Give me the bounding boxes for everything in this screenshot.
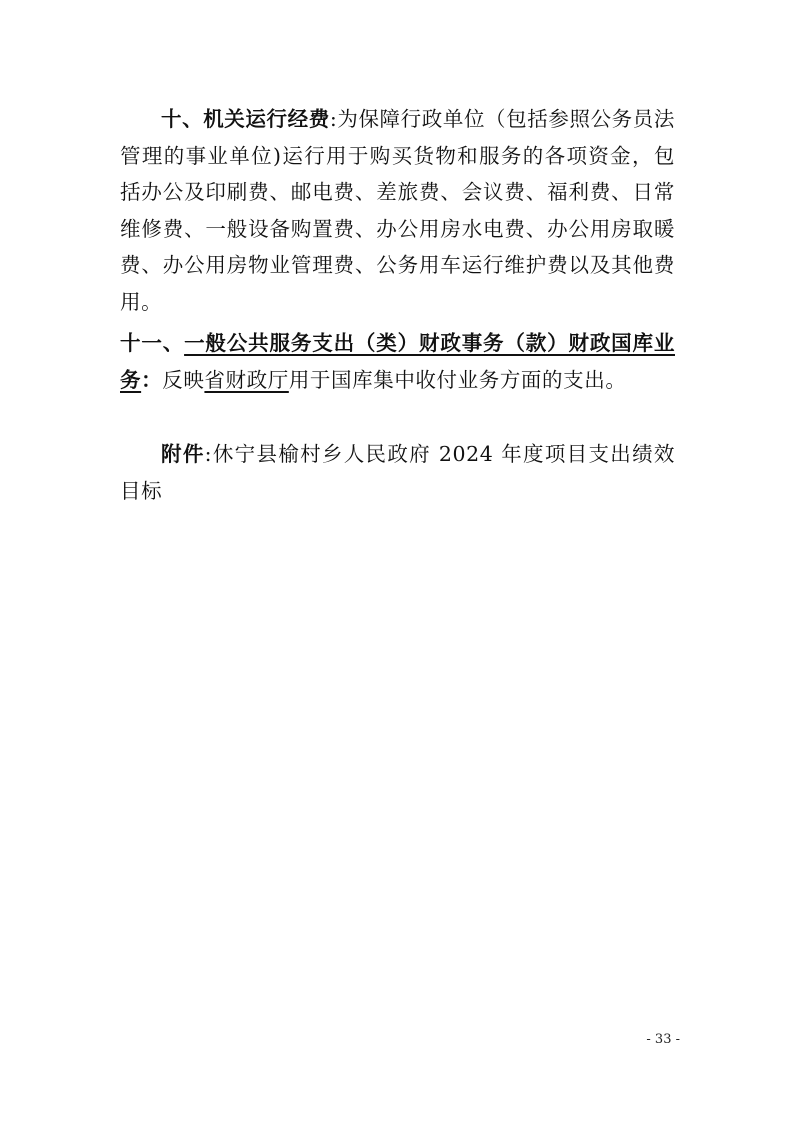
page-number: - 33 - <box>646 1032 680 1047</box>
item-11-colon: ： <box>141 367 163 392</box>
attachment-text: :休宁县榆村乡人民政府 2024 年度项目支出绩效目标 <box>120 442 676 503</box>
item-11-body-underlined: 省财政厅 <box>204 367 289 392</box>
paragraph-attachment <box>120 436 675 509</box>
item-10-body: :为保障行政单位（包括参照公务员法管理的事业单位)运行用于购买货物和服务的各项资金，包括办公及印刷费、邮电费、差旅费、会议费、福利费、日常维修费、一般设备购置费、办公用房水电费、办公用房取暖费、办公用房物业管理费、公务用车运行维护费以及其他费用。 <box>120 107 675 314</box>
item-11-heading: 一般公共服务支出（类）财政事务（款）财政国库业务 <box>120 331 675 392</box>
item-11-prefix: 十一、 <box>120 331 185 355</box>
paragraph-item-11 <box>120 325 675 398</box>
item-10-heading: 十、机关运行经费 <box>161 107 330 131</box>
item-11-body-before: 反映 <box>162 367 205 392</box>
item-11-body-after: 用于国库集中收付业务方面的支出。 <box>288 367 627 392</box>
paragraph-item-10 <box>120 101 675 320</box>
attachment-label: 附件 <box>161 442 205 466</box>
